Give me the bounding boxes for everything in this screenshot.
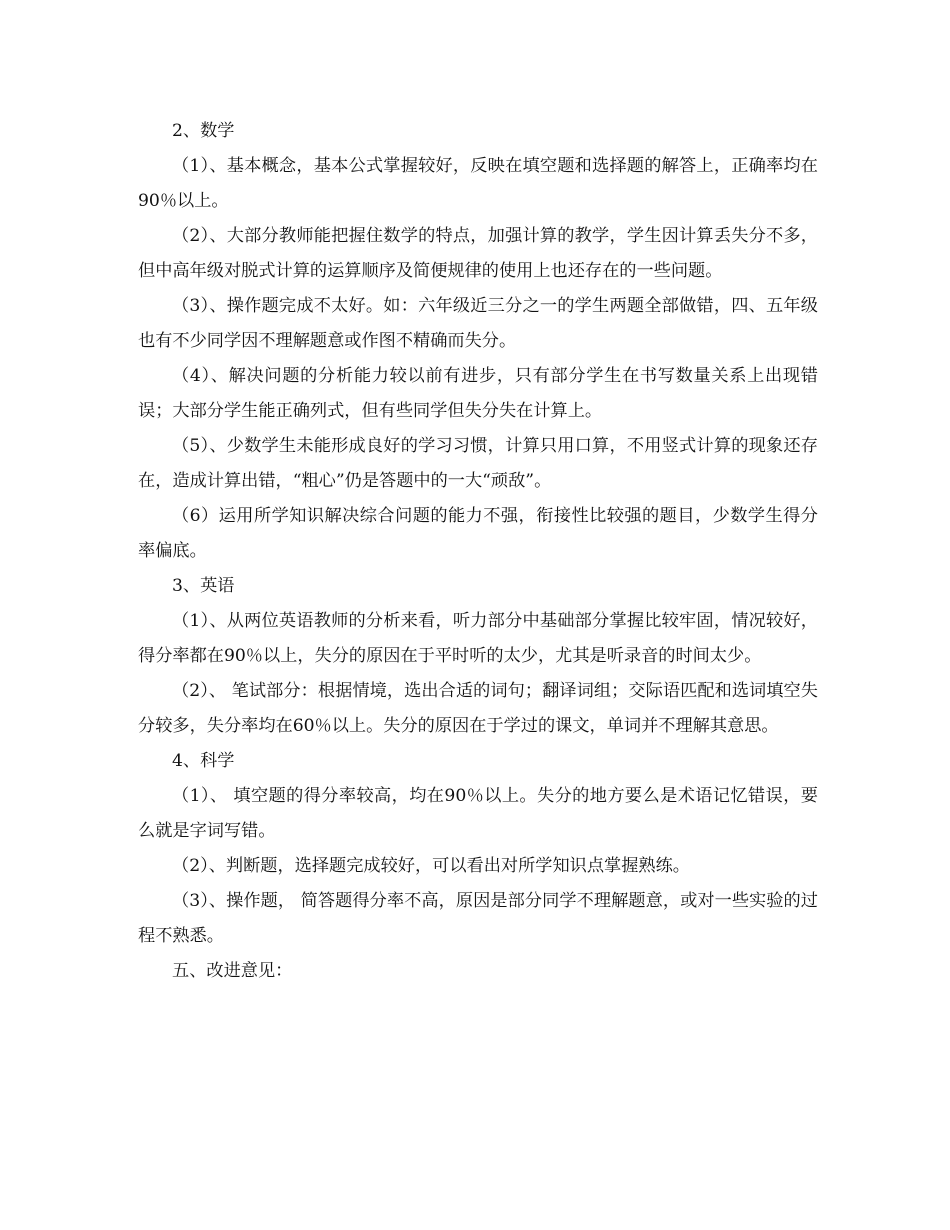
section-heading-math: 2、数学 [172,121,235,141]
math-item-5: （5）、少数学生未能形成良好的学习习惯，计算只用口算，不用竖式计算的现象还存在，造成计算出错，“粗心”仍是答题中的一大“顽敌”。 [138,436,818,491]
section-heading-improvement: 五、改进意见： [172,961,293,981]
english-item-1: （1）、从两位英语教师的分析来看，听力部分中基础部分掌握比较牢固，情况较好，得分率都在90％以上，失分的原因在于平时听的太少，尤其是听录音的时间太少。 [138,611,818,666]
math-item-1: （1）、基本概念，基本公式掌握较好，反映在填空题和选择题的解答上，正确率均在90％以上。 [138,156,818,211]
math-item-6: （6）运用所学知识解决综合问题的能力不强，衔接性比较强的题目，少数学生得分率偏底。 [138,506,818,561]
math-item-2: （2）、大部分教师能把握住数学的特点，加强计算的教学，学生因计算丢失分不多，但中高年级对脱式计算的运算顺序及简便规律的使用上也还存在的一些问题。 [138,226,818,281]
science-item-1: （1）、 填空题的得分率较高，均在90％以上。失分的地方要么是术语记忆错误，要么就是字词写错。 [138,786,818,841]
science-item-3: （3）、操作题， 简答题得分率不高，原因是部分同学不理解题意，或对一些实验的过程不熟悉。 [138,891,818,946]
section-heading-science: 4、科学 [172,751,235,771]
science-item-2: （2）、判断题，选择题完成较好，可以看出对所学知识点掌握熟练。 [172,856,690,876]
document-body [138,114,818,989]
section-heading-english: 3、英语 [172,576,235,596]
english-item-2: （2）、 笔试部分：根据情境，选出合适的词句；翻译词组；交际语匹配和选词填空失分较多，失分率均在60％以上。失分的原因在于学过的课文，单词并不理解其意思。 [138,681,818,736]
math-item-4: （4）、解决问题的分析能力较以前有进步，只有部分学生在书写数量关系上出现错误；大部分学生能正确列式，但有些同学但失分失在计算上。 [138,366,818,421]
math-item-3: （3）、操作题完成不太好。如：六年级近三分之一的学生两题全部做错，四、五年级也有不少同学因不理解题意或作图不精确而失分。 [138,296,818,351]
